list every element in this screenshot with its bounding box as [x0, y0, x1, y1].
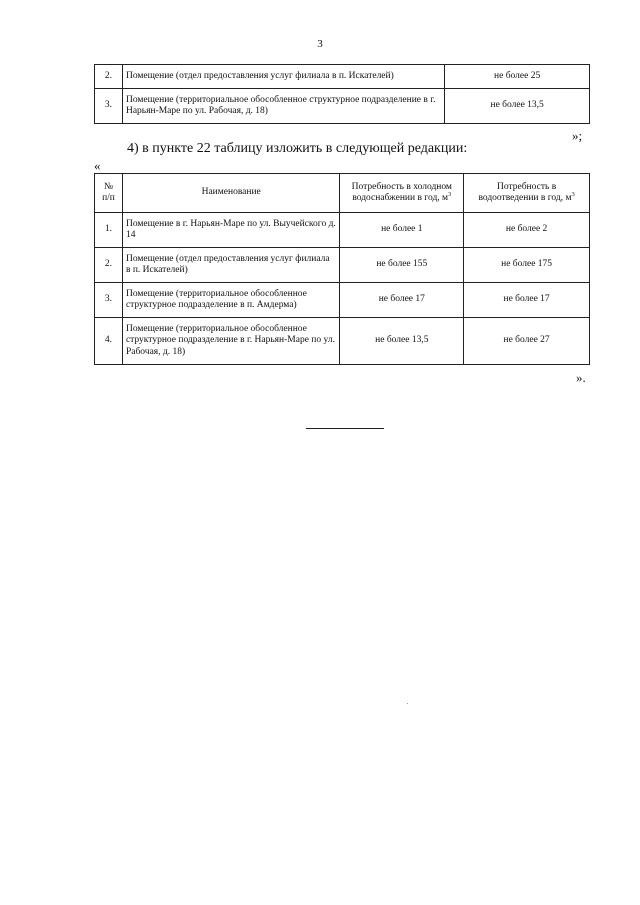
row-sewage: не более 2 — [464, 213, 590, 248]
table-row — [95, 65, 590, 89]
row-number: 2. — [95, 65, 123, 89]
page-number: 3 — [317, 38, 323, 50]
table-row — [95, 213, 590, 248]
previous-table-continuation — [94, 64, 590, 124]
closing-quote: ». — [576, 370, 586, 385]
table-row — [95, 248, 590, 283]
row-cold-water: не более 1 — [340, 213, 464, 248]
row-number: 3. — [95, 283, 123, 318]
row-name: Помещение (отдел предоставления услуг филиала в п. Искателей) — [122, 248, 339, 283]
row-number: 2. — [95, 248, 123, 283]
row-name: Помещение (территориальное обособленное структурное подразделение в г. Нарьян-Маре по ул. Рабочая, д. 18) — [122, 89, 444, 124]
header-number — [95, 174, 123, 213]
row-sewage: не более 27 — [464, 318, 590, 365]
row-name: Помещение в г. Нарьян-Маре по ул. Выучейского д. 14 — [122, 213, 339, 248]
header-number-abbr: п/п — [102, 193, 115, 203]
table-header-row — [95, 174, 590, 213]
table-row — [95, 283, 590, 318]
scan-speck — [407, 703, 408, 704]
header-cold-water-text: Потребность в холодном водоснабжении в год, м — [351, 181, 452, 203]
header-number-symbol: № — [103, 181, 114, 192]
table-row — [95, 89, 590, 124]
header-cold-water — [340, 174, 464, 213]
cubic-superscript: 3 — [448, 190, 452, 198]
clause-text: 4) в пункте 22 таблицу изложить в следующей редакции: — [127, 141, 468, 156]
row-cold-water: не более 17 — [340, 283, 464, 318]
row-number: 3. — [95, 89, 123, 124]
row-cold-water: не более 13,5 — [340, 318, 464, 365]
opening-quote: « — [94, 158, 101, 173]
row-cold-water: не более 155 — [340, 248, 464, 283]
row-number: 1. — [95, 213, 123, 248]
header-name: Наименование — [122, 174, 339, 213]
closing-quote: »; — [572, 128, 583, 143]
row-value: не более 13,5 — [445, 89, 590, 124]
row-sewage: не более 175 — [464, 248, 590, 283]
cubic-superscript: 3 — [571, 190, 575, 198]
row-number: 4. — [95, 318, 123, 365]
row-name: Помещение (территориальное обособленное структурное подразделение в п. Амдерма) — [122, 283, 339, 318]
water-needs-table — [94, 173, 590, 365]
row-sewage: не более 17 — [464, 283, 590, 318]
end-separator-line — [306, 428, 384, 429]
row-value: не более 25 — [445, 65, 590, 89]
header-sewage-text: Потребность в водоотведении в год, м — [478, 181, 572, 203]
header-sewage — [464, 174, 590, 213]
row-name: Помещение (территориальное обособленное структурное подразделение в г. Нарьян-Маре по ул. Рабочая, д. 18) — [122, 318, 339, 365]
row-name: Помещение (отдел предоставления услуг филиала в п. Искателей) — [122, 65, 444, 89]
table-row — [95, 318, 590, 365]
